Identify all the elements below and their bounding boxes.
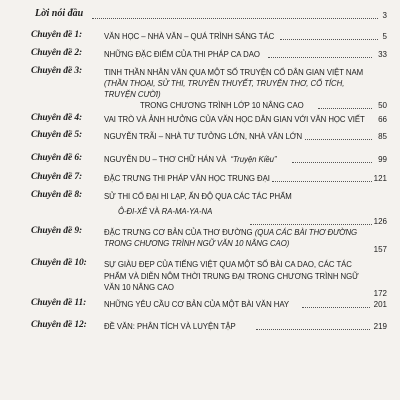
entry-title: VAI TRÒ VÀ ẢNH HƯỞNG CỦA VĂN HỌC DÂN GIAN VỚI VĂN HỌC VIẾT: [104, 115, 365, 124]
entry-title: ĐỀ VĂN: PHÂN TÍCH VÀ LUYỆN TẬP: [104, 322, 236, 331]
toc-entry: [0, 172, 400, 186]
page-number: 3: [382, 11, 387, 20]
page-number: 121: [373, 174, 387, 183]
work-title-ramayana: RA-MA-YA-NA: [161, 207, 213, 216]
toc-entry: [0, 298, 400, 312]
entry-title: NGUYỄN DU – THƠ CHỮ HÁN VÀ “Truyện Kiều”: [104, 155, 277, 164]
entry-label: Chuyên đề 3:: [31, 66, 83, 76]
entry-title-continued: TRONG CHƯƠNG TRÌNH LỚP 10 NÂNG CAO: [140, 101, 304, 110]
page-number: 50: [378, 101, 387, 110]
leader-dots: [92, 18, 378, 19]
entry-label: Chuyên đề 12:: [31, 320, 87, 330]
entry-title: VĂN HỌC – NHÀ VĂN – QUÁ TRÌNH SÁNG TÁC: [104, 32, 275, 41]
page-number: 219: [373, 322, 387, 331]
entry-subtitle: “Truyện Kiều”: [230, 155, 277, 164]
entry-label: Chuyên đề 8:: [31, 190, 83, 200]
leader-dots: [318, 108, 372, 109]
entry-title: SỬ THI CỔ ĐẠI HI LẠP, ẤN ĐỘ QUA CÁC TÁC PHẨM: [104, 192, 292, 201]
entry-label: Chuyên đề 1:: [31, 30, 83, 40]
entry-label: Chuyên đề 6:: [31, 153, 83, 163]
toc-entry: [0, 30, 400, 44]
entry-title: ĐẶC TRƯNG THI PHÁP VĂN HỌC TRUNG ĐẠI: [104, 174, 270, 183]
toc-entry: [0, 153, 400, 167]
toc-entry: [0, 320, 400, 334]
toc-entry: [0, 66, 400, 110]
entry-subtitle: (QUA CÁC BÀI THƠ ĐƯỜNG TRONG CHƯƠNG TRÌNH NGỮ VĂN 10 NÂNG CAO): [104, 228, 358, 248]
entry-label: Chuyên đề 5:: [31, 130, 83, 140]
page-number: 66: [378, 115, 387, 124]
page-number: 172: [373, 289, 387, 298]
page-number: 85: [378, 132, 387, 141]
leader-dots: [250, 224, 372, 225]
toc-entry: [0, 113, 400, 127]
page-number: 99: [378, 155, 387, 164]
toc-entry: [0, 258, 400, 298]
page-number: 126: [373, 217, 387, 226]
entry-title: SỰ GIÀU ĐẸP CỦA TIẾNG VIỆT QUA MỘT SỐ BÀI CA DAO, CÁC TÁC PHẨM VÀ DIỄN NÔM THỜI TRUNG ĐẠI TRONG CHƯƠNG TRÌNH NGỮ VĂN 10 NÂNG CAO: [104, 260, 359, 292]
entry-title-continued: Ô-ĐI-XÊ VÀ RA-MA-YA-NA: [118, 207, 213, 216]
work-title-odyssey: Ô-ĐI-XÊ: [118, 207, 148, 216]
entry-label: Chuyên đề 7:: [31, 172, 83, 182]
entry-title: ĐẶC TRƯNG CƠ BẢN CỦA THƠ ĐƯỜNG (QUA CÁC BÀI THƠ ĐƯỜNG TRONG CHƯƠNG TRÌNH NGỮ VĂN 10 NÂNG CAO): [104, 228, 358, 248]
toc-entry: [0, 226, 400, 256]
page-number: 157: [373, 245, 387, 254]
entry-label: Chuyên đề 11:: [31, 298, 87, 308]
toc-entry: [0, 130, 400, 144]
entry-title: NHỮNG YÊU CẦU CƠ BẢN CỦA MỘT BÀI VĂN HAY: [104, 300, 290, 309]
entry-label: Chuyên đề 4:: [31, 113, 83, 123]
entry-label: Chuyên đề 9:: [31, 226, 83, 236]
toc-intro: [0, 0, 400, 20]
toc-entry: [0, 48, 400, 62]
page-number: 33: [378, 50, 387, 59]
page-number: 201: [373, 300, 387, 309]
entry-title: NGUYỄN TRÃI – NHÀ TƯ TƯỞNG LỚN, NHÀ VĂN LỚN: [104, 132, 303, 141]
page-number: 5: [382, 32, 387, 41]
entry-subtitle: (THẦN THOẠI, SỬ THI, TRUYỀN THUYẾT, TRUYỆN THƠ, CỔ TÍCH, TRUYỆN CƯỜI): [104, 79, 345, 99]
intro-label: Lời nói đầu: [35, 8, 84, 19]
entry-label: Chuyên đề 10:: [31, 258, 87, 268]
entry-title: TINH THẦN NHÂN VĂN QUA MỘT SỐ TRUYỆN CỔ DÂN GIAN VIỆT NAM: [104, 68, 364, 77]
entry-title: NHỮNG ĐẶC ĐIỂM CỦA THI PHÁP CA DAO: [104, 50, 260, 59]
entry-label: Chuyên đề 2:: [31, 48, 83, 58]
toc-entry: [0, 190, 400, 226]
